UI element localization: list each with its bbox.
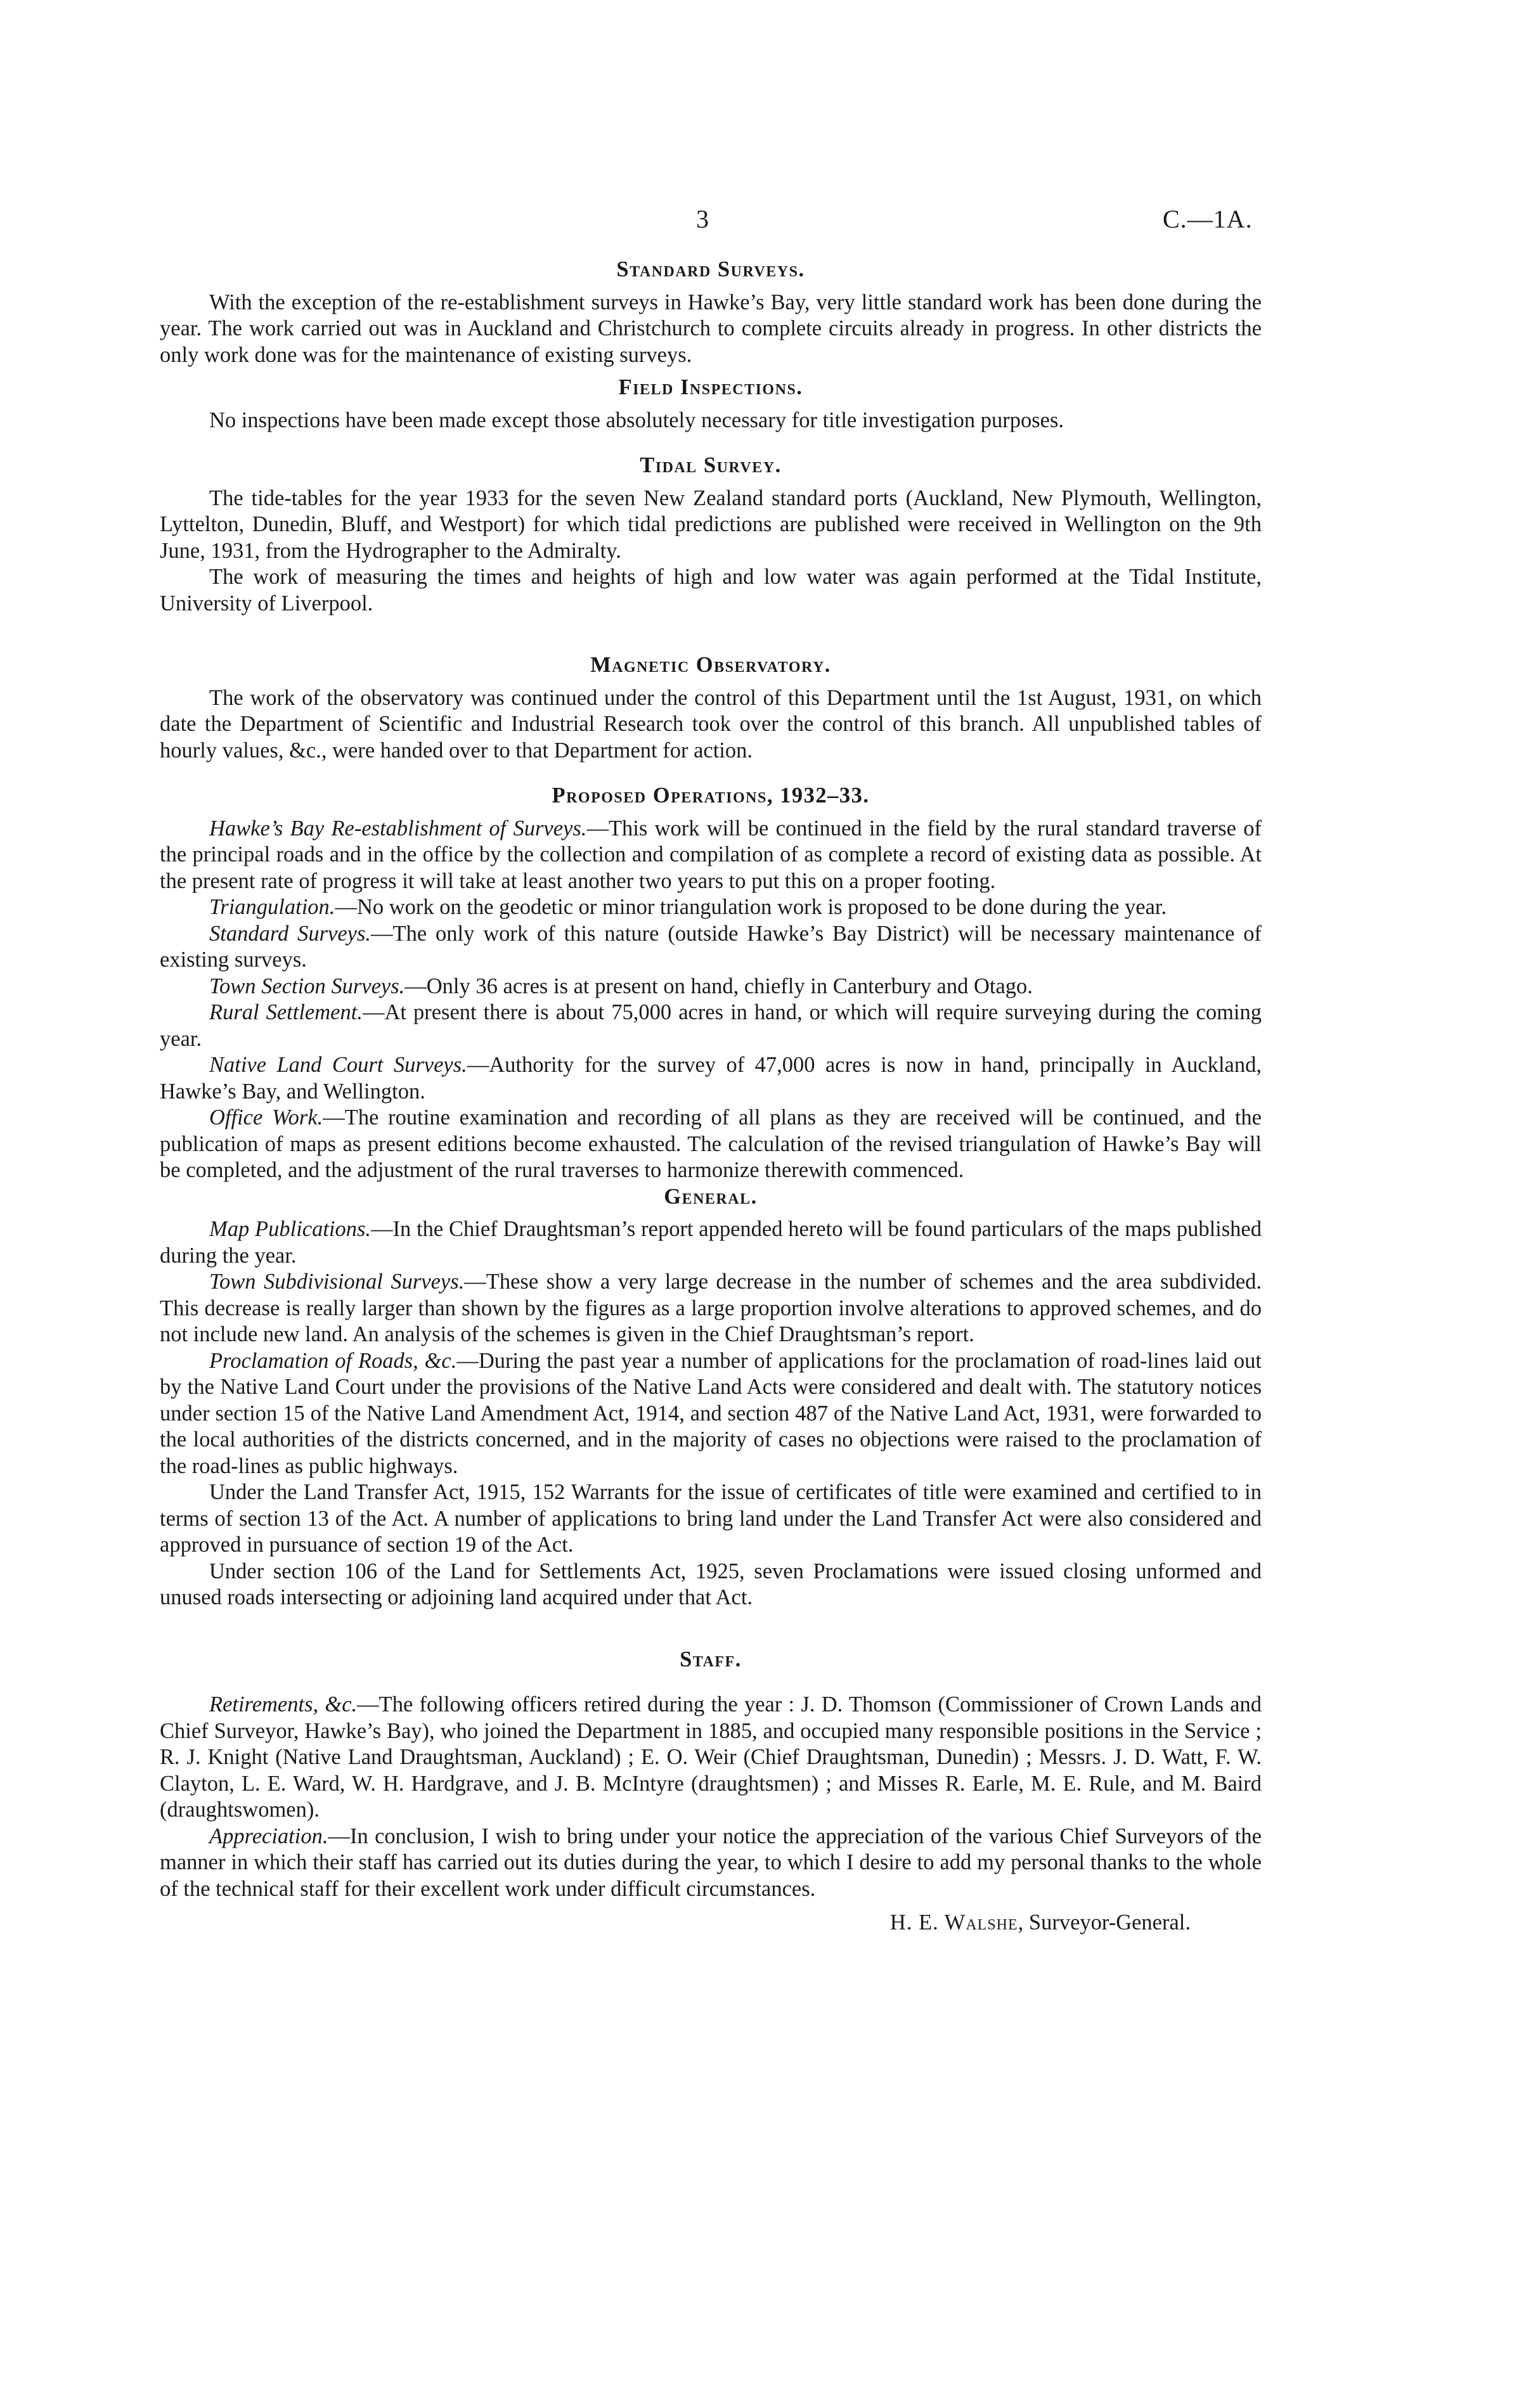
lead-map-publications: Map Publications. [209, 1217, 372, 1241]
text-town-subdivisional-surveys: —These show a very large decrease in the number of schemes and the area subdivided. This decrease is really larger than shown by the figures as a large proportion involve alterations to approved schemes, and do not include new land. An analysis of the schemes is given in the Chief Draughtsman’s report. [160, 1270, 1262, 1346]
signature-line [160, 1910, 1262, 1936]
paragraph-rural-settlement [160, 1000, 1262, 1052]
heading-proposed-operations: Proposed Operations, 1932–33. [552, 783, 870, 808]
text-rural-settlement: —At present there is about 75,000 acres in hand, or which will require surveying during the coming year. [160, 1000, 1262, 1051]
heading-magnetic-observatory: Magnetic Observatory. [590, 653, 831, 677]
page-number: 3 [696, 205, 709, 233]
paragraph-tidal-survey-1: The tide-tables for the year 1933 for the seven New Zealand standard ports (Auckland, New Plymouth, Wellington, Lyttelton, Dunedin, Bluff, and Westport) for which tidal predictions are published were received in Wellington on the 9th June, 1931, from the Hydrographer to the Admiralty. [160, 486, 1262, 563]
paragraph-magnetic-observatory: The work of the observatory was continued under the control of this Department until the 1st August, 1931, on which date the Department of Scientific and Industrial Research took over the control of this branch. All unpublished tables of hourly values, &c., were handed over to that Department for action. [160, 685, 1262, 763]
paragraph-town-section-surveys [160, 974, 1262, 1000]
text-town-section-surveys: —Only 36 acres is at present on hand, chiefly in Canterbury and Otago. [404, 974, 1033, 998]
lead-town-section-surveys: Town Section Surveys. [209, 974, 405, 998]
lead-standard-surveys-proposed: Standard Surveys. [209, 921, 372, 946]
paragraph-hawkes-bay-reestablishment [160, 816, 1262, 895]
heading-tidal-survey: Tidal Survey. [640, 453, 782, 477]
paragraph-office-work [160, 1105, 1262, 1184]
heading-staff: Staff. [680, 1647, 742, 1671]
paragraph-town-subdivisional-surveys [160, 1269, 1262, 1348]
heading-standard-surveys: Standard Surveys. [616, 257, 805, 281]
text-office-work: —The routine examination and recording of all plans as they are received will be continued, and the publication of maps as present editions become exhausted. The calculation of the revised triangulation of Hawke’s Bay will be completed, and the adjustment of the rural traverses to harmonize therewith commenced. [160, 1105, 1262, 1182]
text-proclamation-of-roads: —During the past year a number of applications for the proclamation of road-lines laid out by the Native Land Court under the provisions of the Native Land Acts were considered and dealt with. The statutory notices under section 15 of the Native Land Amendment Act, 1914, and section 487 of the Native Land Act, 1931, were forwarded to the local authorities of the districts concerned, and in the majority of cases no objections were raised to the proclamation of the road-lines as public highways. [160, 1348, 1262, 1478]
paragraph-standard-surveys-proposed [160, 921, 1262, 974]
lead-office-work: Office Work. [209, 1105, 323, 1130]
lead-rural-settlement: Rural Settlement. [209, 1000, 363, 1024]
paragraph-triangulation [160, 894, 1262, 921]
text-hawkes-bay-reestablishment: —This work will be continued in the field by the rural standard traverse of the principal roads and in the office by the collection and compilation of as complete a record of existing data as possible. At the present rate of progress it will take at least another two years to put this on a proper footing. [160, 816, 1262, 893]
paragraph-map-publications [160, 1216, 1262, 1269]
text-map-publications: —In the Chief Draughtsman’s report appended hereto will be found particulars of the maps published during the year. [160, 1217, 1262, 1268]
text-native-land-court-surveys: —Authority for the survey of 47,000 acres is now in hand, principally in Auckland, Hawke’s Bay, and Wellington. [160, 1053, 1262, 1104]
lead-town-subdivisional-surveys: Town Subdivisional Surveys. [209, 1270, 465, 1294]
paragraph-appreciation [160, 1824, 1262, 1903]
lead-triangulation: Triangulation. [209, 895, 335, 919]
paragraph-standard-surveys: With the exception of the re-establishment surveys in Hawke’s Bay, very little standard work has been done during the year. The work carried out was in Auckland and Christchurch to complete circuits already in progress. In other districts the only work done was for the maintenance of existing surveys. [160, 290, 1262, 367]
page-body [160, 257, 1262, 1936]
lead-retirements: Retirements, &c. [209, 1692, 358, 1716]
paragraph-land-for-settlements-act: Under section 106 of the Land for Settlements Act, 1925, seven Proclamations were issued closing unformed and unused roads intersecting or adjoining land acquired under that Act. [160, 1559, 1262, 1609]
paragraph-tidal-survey-2: The work of measuring the times and heights of high and low water was again performed at the Tidal Institute, University of Liverpool. [160, 565, 1262, 615]
paragraph-field-inspections: No inspections have been made except those absolutely necessary for title investigation purposes. [209, 408, 1064, 432]
text-standard-surveys-proposed: —The only work of this nature (outside Hawke’s Bay District) will be necessary maintenance of existing surveys. [160, 921, 1262, 972]
heading-field-inspections: Field Inspections. [618, 375, 803, 399]
heading-general: General. [664, 1184, 758, 1209]
paragraph-retirements [160, 1692, 1262, 1824]
lead-hawkes-bay-reestablishment: Hawke’s Bay Re-establishment of Surveys. [209, 816, 587, 840]
paragraph-proclamation-of-roads [160, 1348, 1262, 1480]
report-reference: C.—1A. [1163, 205, 1253, 233]
text-triangulation: —No work on the geodetic or minor triangulation work is proposed to be done during the year. [335, 895, 1167, 919]
signatory-title: , Surveyor-General. [1018, 1910, 1191, 1935]
text-retirements: —The following officers retired during the year : J. D. Thomson (Commissioner of Crown Lands and Chief Surveyor, Hawke’s Bay), who joined the Department in 1885, and occupied many responsible positions in the Service ; R. J. Knight (Native Land Draughtsman, Auckland) ; E. O. Weir (Chief Draughtsman, Dunedin) ; Messrs. J. D. Watt, F. W. Clayton, L. E. Ward, W. H. Hardgrave, and J. B. McIntyre (draughtsmen) ; and Misses R. Earle, M. E. Rule, and M. Baird (draughtswomen). [160, 1692, 1262, 1822]
paragraph-land-transfer-act: Under the Land Transfer Act, 1915, 152 Warrants for the issue of certificates of title were examined and certified to in terms of section 13 of the Act. A number of applications to bring land under the Land Transfer Act were also considered and approved in pursuance of section 19 of the Act. [160, 1480, 1262, 1557]
text-appreciation: —In conclusion, I wish to bring under your notice the appreciation of the various Chief Surveyors of the manner in which their staff has carried out its duties during the year, to which I desire to add my personal thanks to the whole of the technical staff for their excellent work under difficult circumstances. [160, 1824, 1262, 1901]
signatory-name: H. E. Walshe [889, 1910, 1018, 1935]
lead-native-land-court-surveys: Native Land Court Surveys. [209, 1053, 467, 1077]
lead-appreciation: Appreciation. [209, 1824, 328, 1848]
lead-proclamation-of-roads: Proclamation of Roads, &c. [209, 1348, 457, 1373]
paragraph-native-land-court-surveys [160, 1052, 1262, 1105]
